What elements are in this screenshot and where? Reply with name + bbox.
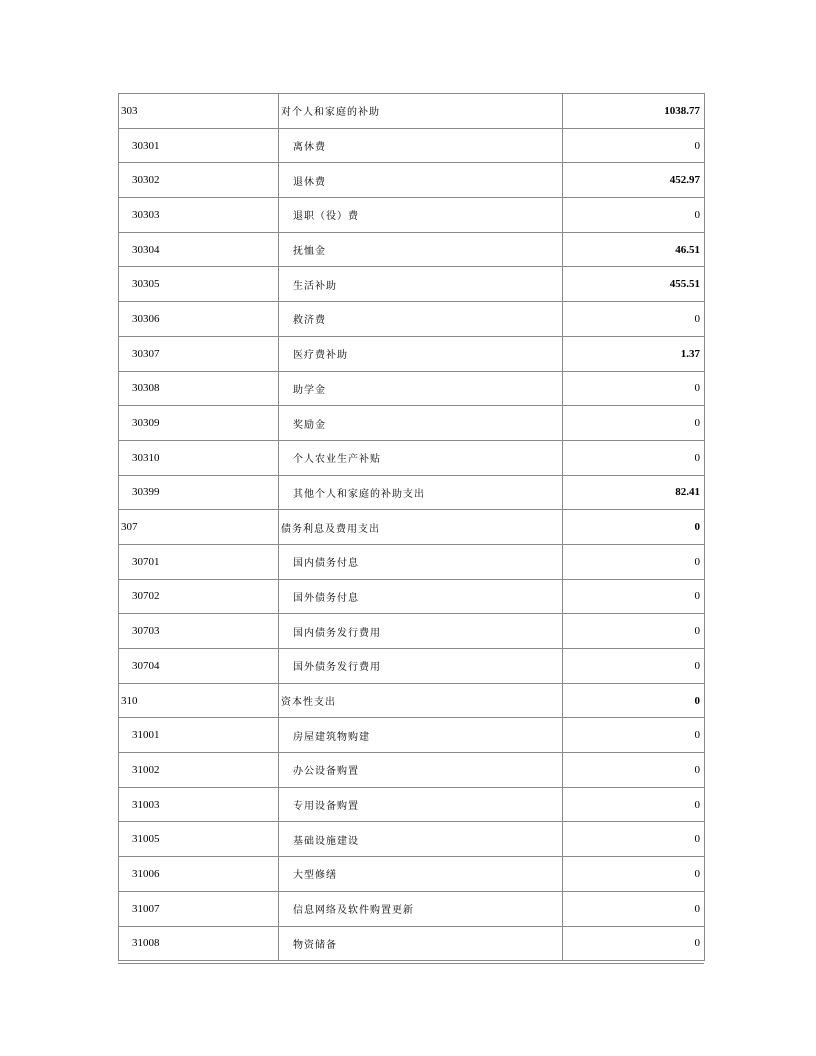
amount-cell: 0 (563, 128, 705, 163)
subject-code-cell: 31005 (119, 822, 279, 857)
amount-cell: 0 (563, 718, 705, 753)
amount-cell: 0 (563, 649, 705, 684)
table-row (119, 336, 705, 371)
table-row (119, 232, 705, 267)
amount-cell: 0 (563, 198, 705, 233)
subject-code-cell: 31006 (119, 857, 279, 892)
subject-code-cell: 31007 (119, 891, 279, 926)
amount-cell: 46.51 (563, 232, 705, 267)
subject-name-cell: 退休费 (279, 163, 563, 198)
amount-cell: 82.41 (563, 475, 705, 510)
subject-code-cell: 30304 (119, 232, 279, 267)
category-row (119, 683, 705, 718)
table-row (119, 822, 705, 857)
table-row (119, 579, 705, 614)
table-body (119, 94, 705, 961)
subject-code-cell: 31001 (119, 718, 279, 753)
amount-cell: 0 (563, 406, 705, 441)
subject-name-cell: 对个人和家庭的补助 (279, 94, 563, 129)
expenditure-table (118, 93, 705, 961)
amount-cell: 1038.77 (563, 94, 705, 129)
amount-cell: 0 (563, 926, 705, 961)
subject-code-cell: 30305 (119, 267, 279, 302)
table-row (119, 891, 705, 926)
amount-cell: 0 (563, 683, 705, 718)
subject-code-cell: 30309 (119, 406, 279, 441)
table-row (119, 440, 705, 475)
subject-name-cell: 奖励金 (279, 406, 563, 441)
table-row (119, 544, 705, 579)
subject-code-cell: 30303 (119, 198, 279, 233)
table-row (119, 475, 705, 510)
amount-cell: 0 (563, 891, 705, 926)
table-row (119, 198, 705, 233)
subject-name-cell: 国外债务发行费用 (279, 649, 563, 684)
table-row (119, 649, 705, 684)
table-row (119, 163, 705, 198)
amount-cell: 0 (563, 544, 705, 579)
subject-code-cell: 30308 (119, 371, 279, 406)
subject-code-cell: 30307 (119, 336, 279, 371)
amount-cell: 0 (563, 579, 705, 614)
table-row (119, 857, 705, 892)
subject-name-cell: 抚恤金 (279, 232, 563, 267)
table-row (119, 926, 705, 961)
subject-code-cell: 31008 (119, 926, 279, 961)
subject-name-cell: 离休费 (279, 128, 563, 163)
amount-cell: 0 (563, 510, 705, 545)
subject-code-cell: 30310 (119, 440, 279, 475)
subject-code-cell: 307 (119, 510, 279, 545)
category-row (119, 510, 705, 545)
subject-name-cell: 国内债务发行费用 (279, 614, 563, 649)
subject-code-cell: 310 (119, 683, 279, 718)
amount-cell: 0 (563, 822, 705, 857)
amount-cell: 0 (563, 753, 705, 788)
subject-name-cell: 其他个人和家庭的补助支出 (279, 475, 563, 510)
subject-name-cell: 物资储备 (279, 926, 563, 961)
table-row (119, 614, 705, 649)
amount-cell: 452.97 (563, 163, 705, 198)
table-row (119, 787, 705, 822)
amount-cell: 1.37 (563, 336, 705, 371)
subject-name-cell: 救济费 (279, 302, 563, 337)
subject-code-cell: 30302 (119, 163, 279, 198)
subject-name-cell: 办公设备购置 (279, 753, 563, 788)
subject-code-cell: 30306 (119, 302, 279, 337)
amount-cell: 0 (563, 371, 705, 406)
amount-cell: 0 (563, 857, 705, 892)
subject-name-cell: 资本性支出 (279, 683, 563, 718)
table-row (119, 302, 705, 337)
subject-name-cell: 国内债务付息 (279, 544, 563, 579)
subject-name-cell: 助学金 (279, 371, 563, 406)
subject-name-cell: 生活补助 (279, 267, 563, 302)
subject-name-cell: 基础设施建设 (279, 822, 563, 857)
subject-code-cell: 30703 (119, 614, 279, 649)
expenditure-table-page (118, 93, 704, 964)
subject-code-cell: 30399 (119, 475, 279, 510)
table-row (119, 128, 705, 163)
amount-cell: 455.51 (563, 267, 705, 302)
subject-name-cell: 信息网络及软件购置更新 (279, 891, 563, 926)
subject-name-cell: 退职（役）费 (279, 198, 563, 233)
subject-name-cell: 房屋建筑物购建 (279, 718, 563, 753)
amount-cell: 0 (563, 787, 705, 822)
subject-code-cell: 30704 (119, 649, 279, 684)
amount-cell: 0 (563, 302, 705, 337)
subject-name-cell: 大型修缮 (279, 857, 563, 892)
amount-cell: 0 (563, 614, 705, 649)
table-row (119, 406, 705, 441)
table-row (119, 718, 705, 753)
table-row (119, 753, 705, 788)
subject-code-cell: 30702 (119, 579, 279, 614)
subject-name-cell: 专用设备购置 (279, 787, 563, 822)
subject-name-cell: 债务利息及费用支出 (279, 510, 563, 545)
subject-code-cell: 31003 (119, 787, 279, 822)
table-row (119, 371, 705, 406)
subject-name-cell: 个人农业生产补贴 (279, 440, 563, 475)
table-bottom-rule (118, 963, 704, 964)
category-row (119, 94, 705, 129)
table-row (119, 267, 705, 302)
subject-name-cell: 医疗费补助 (279, 336, 563, 371)
subject-code-cell: 31002 (119, 753, 279, 788)
subject-code-cell: 303 (119, 94, 279, 129)
subject-code-cell: 30301 (119, 128, 279, 163)
subject-code-cell: 30701 (119, 544, 279, 579)
amount-cell: 0 (563, 440, 705, 475)
subject-name-cell: 国外债务付息 (279, 579, 563, 614)
